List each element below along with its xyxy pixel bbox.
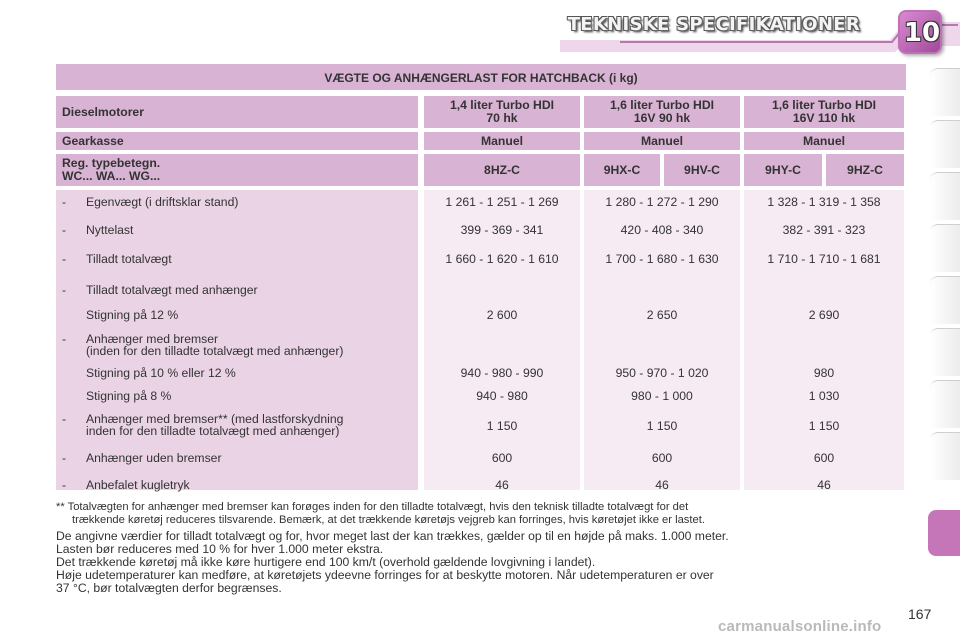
note-line: 37 °C, bør totalvægten derfor begrænses.: [56, 581, 282, 595]
note-line: Lasten bør reduceres med 10 % for hver 1.000 meter ekstra.: [56, 542, 384, 556]
row-value: 940 - 980 - 990: [460, 366, 544, 380]
chapter-badge: [898, 10, 942, 54]
row-value: 1 030: [808, 389, 840, 403]
row-label: Stigning på 12 %: [86, 308, 179, 322]
side-tab[interactable]: [930, 68, 960, 116]
row-value: 382 - 391 - 323: [782, 223, 866, 237]
reg-label-2: WC... WA... WG...: [62, 169, 161, 183]
side-tab[interactable]: [930, 380, 960, 428]
row-value: 1 660 - 1 620 - 1 610: [445, 252, 559, 266]
row-value: 46: [817, 478, 831, 492]
reg-label-1: Reg. typebetegn.: [62, 156, 161, 170]
row-value: 950 - 970 - 1 020: [615, 366, 709, 380]
side-tab[interactable]: [930, 432, 960, 480]
row-value: 1 150: [646, 419, 678, 433]
row-value: 600: [491, 451, 513, 465]
row-value: 2 690: [808, 308, 840, 322]
row-value: 399 - 369 - 341: [460, 223, 544, 237]
row-value: 940 - 980: [476, 389, 528, 403]
reg-code-3: 9HV-C: [664, 154, 740, 186]
row-value: 1 261 - 1 251 - 1 269: [445, 195, 559, 209]
row-value: 1 280 - 1 272 - 1 290: [605, 195, 719, 209]
row-value: 980: [813, 366, 835, 380]
note-line: Det trækkende køretøj må ikke køre hurtigere end 100 km/t (overhold gældende lovgivning i landet).: [56, 555, 596, 569]
gearbox-label: Gearkasse: [62, 134, 124, 148]
footnote-line-1: ** Totalvægten for anhænger med bremser kan forøges inden for den tilladte totalvægt, hvis den teknisk tilladte totalvægt for det: [56, 501, 689, 513]
row-value: 46: [655, 478, 669, 492]
side-tab[interactable]: [930, 120, 960, 168]
side-tab[interactable]: [930, 224, 960, 272]
row-label: Anhænger med bremser: [86, 332, 219, 346]
row-value: 1 150: [486, 419, 518, 433]
row-value: 2 600: [486, 308, 518, 322]
row-value: 600: [651, 451, 673, 465]
table-title: VÆGTE OG ANHÆNGERLAST FOR HATCHBACK (i kg): [324, 71, 638, 85]
page-number: 167: [908, 606, 932, 622]
side-tab[interactable]: [930, 276, 960, 324]
watermark: carmanualsonline.info: [718, 618, 882, 635]
table-title-row: [56, 64, 906, 90]
row-value: 420 - 408 - 340: [620, 223, 704, 237]
gearbox-row: [56, 132, 906, 150]
gearbox-col-3: Manuel: [744, 132, 904, 150]
row-label: Nyttelast: [86, 223, 134, 237]
row-label: Egenvægt (i driftsklar stand): [86, 195, 239, 209]
row-value: 46: [495, 478, 509, 492]
gearbox-col-2: Manuel: [584, 132, 740, 150]
chapter-number: 10: [903, 18, 941, 48]
side-tab[interactable]: [930, 328, 960, 376]
reg-code-2: 9HX-C: [584, 154, 660, 186]
row-label: Stigning på 8 %: [86, 389, 172, 403]
side-tab[interactable]: [930, 172, 960, 220]
engine-col-3: 1,6 liter Turbo HDI 16V 110 hk: [744, 96, 904, 128]
row-label: Stigning på 10 % eller 12 %: [86, 366, 236, 380]
row-label-cont: inden for den tilladte totalvægt med anhænger): [86, 424, 340, 438]
row-value: 1 328 - 1 319 - 1 358: [767, 195, 881, 209]
engine-col-2: 1,6 liter Turbo HDI 16V 90 hk: [584, 96, 740, 128]
notes-block: [56, 530, 906, 595]
row-label: Anbefalet kugletryk: [86, 478, 190, 492]
reg-code-5: 9HZ-C: [826, 154, 904, 186]
note-line: Høje udetemperaturer kan medføre, at køretøjets ydeevne forringes for at beskytte motoren. Når udetemperaturen er over: [56, 568, 714, 582]
note-line: De angivne værdier for tilladt totalvægt og for, hvor meget last der kan trækkes, gælder op til en højde på maks. 1.000 meter.: [56, 529, 729, 543]
row-label: Tilladt totalvægt: [86, 252, 172, 266]
engine-col-1: 1,4 liter Turbo HDI 70 hk: [424, 96, 580, 128]
row-label-cont: (inden for den tilladte totalvægt med anhænger): [86, 344, 344, 358]
gearbox-col-1: Manuel: [424, 132, 580, 150]
row-value: 600: [813, 451, 835, 465]
row-value: 1 710 - 1 710 - 1 681: [767, 252, 881, 266]
row-label: Anhænger med bremser** (med lastforskydning: [86, 412, 344, 426]
engine-row: [56, 96, 906, 128]
row-value: 2 650: [646, 308, 678, 322]
page-header-title: TEKNISKE SPECIFIKATIONER: [567, 14, 860, 35]
reg-row: [56, 154, 906, 186]
row-label: Anhænger uden bremser: [86, 451, 222, 465]
reg-code-1: 8HZ-C: [424, 154, 580, 186]
row-value: 980 - 1 000: [631, 389, 693, 403]
engine-label: Dieselmotorer: [62, 105, 144, 119]
side-tab-active[interactable]: [928, 510, 960, 556]
row-value: 1 700 - 1 680 - 1 630: [605, 252, 719, 266]
row-label: Tilladt totalvægt med anhænger: [86, 283, 258, 297]
row-value: 1 150: [808, 419, 840, 433]
reg-code-4: 9HY-C: [744, 154, 822, 186]
footnote-line-2: trækkende køretøj reduceres tilsvarende. Bemærk, at det trækkende køretøjs vejgreb kan forringes, hvis køretøjet ikke er lastet.: [72, 514, 705, 526]
